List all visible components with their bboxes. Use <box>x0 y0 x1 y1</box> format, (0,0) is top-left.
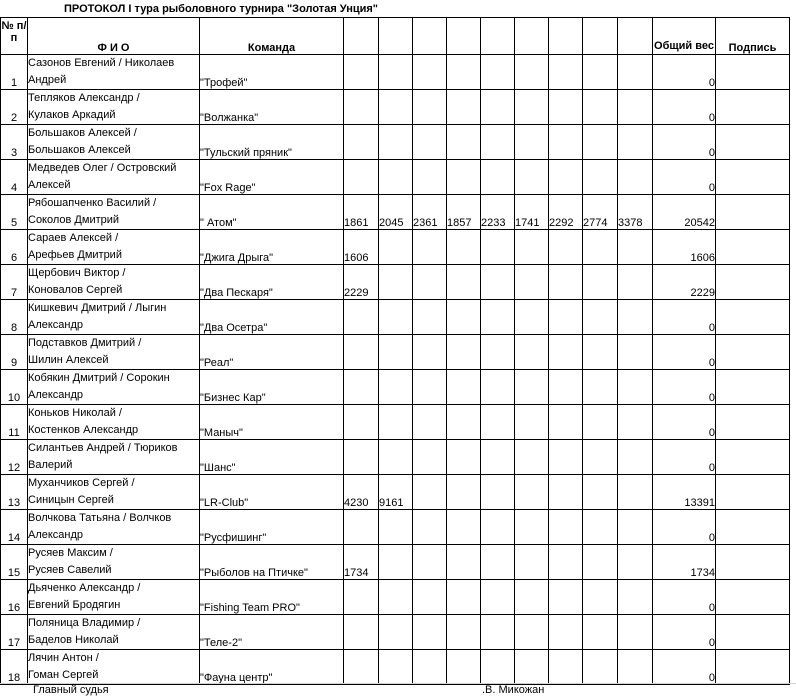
weigh-cell <box>413 90 447 125</box>
weigh-cell <box>413 265 447 300</box>
weigh-cell <box>618 405 653 440</box>
row-number: 8 <box>1 300 28 335</box>
total-weight: 0 <box>653 125 716 160</box>
signature-cell <box>716 55 790 90</box>
weigh-cell: 2774 <box>583 195 618 230</box>
table-row <box>1 650 790 685</box>
participant-names: Кишкевич Дмитрий / Лыгин Александр <box>28 300 200 335</box>
row-number: 17 <box>1 615 28 650</box>
weigh-cell <box>549 90 583 125</box>
table-row <box>1 370 790 405</box>
team-name: "Фауна центр" <box>200 650 344 685</box>
weigh-cell <box>583 580 618 615</box>
weigh-cell <box>515 615 549 650</box>
weigh-cell <box>447 510 481 545</box>
weigh-cell <box>618 160 653 195</box>
weigh-cell <box>344 580 379 615</box>
weigh-cell <box>481 545 515 580</box>
total-weight: 2229 <box>653 265 716 300</box>
weigh-cell <box>344 300 379 335</box>
header-weigh-9 <box>618 18 653 55</box>
weigh-cell: 9161 <box>379 475 413 510</box>
weigh-cell <box>583 405 618 440</box>
header-weigh-3 <box>413 18 447 55</box>
team-name: "Маныч" <box>200 405 344 440</box>
weigh-cell <box>413 440 447 475</box>
weigh-cell <box>413 160 447 195</box>
footer <box>0 683 796 698</box>
weigh-cell <box>447 300 481 335</box>
weigh-cell <box>481 510 515 545</box>
header-total-weight: Общий вес <box>653 18 716 55</box>
weigh-cell <box>515 545 549 580</box>
participant-names: Подставков Дмитрий / Шилин Алексей <box>28 335 200 370</box>
weigh-cell <box>549 405 583 440</box>
weigh-cell <box>618 475 653 510</box>
weigh-cell <box>481 90 515 125</box>
weigh-cell <box>379 125 413 160</box>
signature-cell <box>716 265 790 300</box>
participant-names: Волчкова Татьяна / Волчков Александр <box>28 510 200 545</box>
weigh-cell <box>549 230 583 265</box>
weigh-cell <box>583 55 618 90</box>
weigh-cell <box>344 370 379 405</box>
team-name: "Тульский пряник" <box>200 125 344 160</box>
header-num: № п/п <box>1 18 28 55</box>
weigh-cell <box>515 160 549 195</box>
chief-judge-label: Главный судья <box>33 684 109 696</box>
weigh-cell <box>379 370 413 405</box>
weigh-cell: 1734 <box>344 545 379 580</box>
weigh-cell <box>583 370 618 405</box>
weigh-cell <box>618 230 653 265</box>
weigh-cell <box>344 440 379 475</box>
protocol-table <box>0 17 790 685</box>
weigh-cell <box>583 265 618 300</box>
weigh-cell <box>515 265 549 300</box>
weigh-cell <box>618 650 653 685</box>
weigh-cell <box>515 230 549 265</box>
weigh-cell <box>481 55 515 90</box>
weigh-cell: 2361 <box>413 195 447 230</box>
weigh-cell <box>344 650 379 685</box>
participant-names: Поляница Владимир / Баделов Николай <box>28 615 200 650</box>
weigh-cell <box>549 580 583 615</box>
weigh-cell <box>481 370 515 405</box>
signature-cell <box>716 125 790 160</box>
weigh-cell <box>618 440 653 475</box>
weigh-cell <box>379 650 413 685</box>
weigh-cell <box>413 615 447 650</box>
participant-names: Муханчиков Сергей / Синицын Сергей <box>28 475 200 510</box>
row-number: 14 <box>1 510 28 545</box>
weigh-cell <box>481 580 515 615</box>
row-number: 10 <box>1 370 28 405</box>
total-weight: 0 <box>653 405 716 440</box>
total-weight: 0 <box>653 440 716 475</box>
weigh-cell <box>447 405 481 440</box>
weigh-cell <box>413 230 447 265</box>
weigh-cell <box>413 510 447 545</box>
chief-judge-name: .В. Микожан <box>482 684 545 696</box>
row-number: 12 <box>1 440 28 475</box>
weigh-cell <box>549 265 583 300</box>
weigh-cell <box>379 405 413 440</box>
row-number: 3 <box>1 125 28 160</box>
table-row <box>1 615 790 650</box>
row-number: 1 <box>1 55 28 90</box>
participant-names: Рябошапченко Василий / Соколов Дмитрий <box>28 195 200 230</box>
participant-names: Силантьев Андрей / Тюриков Валерий <box>28 440 200 475</box>
protocol-title: ПРОТОКОЛ I тура рыболовного турнира "Золотая Унция" <box>64 3 379 15</box>
team-name: "Рыболов на Птичке" <box>200 545 344 580</box>
weigh-cell <box>549 615 583 650</box>
team-name: "Русфишинг" <box>200 510 344 545</box>
team-name: "Волжанка" <box>200 90 344 125</box>
weigh-cell <box>481 230 515 265</box>
table-row <box>1 475 790 510</box>
weigh-cell <box>447 440 481 475</box>
weigh-cell <box>515 300 549 335</box>
weigh-cell <box>618 510 653 545</box>
weigh-cell <box>583 545 618 580</box>
weigh-cell <box>344 510 379 545</box>
total-weight: 0 <box>653 90 716 125</box>
weigh-cell <box>583 510 618 545</box>
weigh-cell <box>447 650 481 685</box>
weigh-cell <box>515 510 549 545</box>
weigh-cell <box>583 615 618 650</box>
weigh-cell <box>618 545 653 580</box>
weigh-cell: 1606 <box>344 230 379 265</box>
weigh-cell <box>413 55 447 90</box>
signature-cell <box>716 580 790 615</box>
header-weigh-7 <box>549 18 583 55</box>
weigh-cell <box>549 510 583 545</box>
table-row <box>1 580 790 615</box>
weigh-cell <box>447 370 481 405</box>
weigh-cell <box>447 615 481 650</box>
row-number: 6 <box>1 230 28 265</box>
signature-cell <box>716 650 790 685</box>
team-name: "Бизнес Кар" <box>200 370 344 405</box>
weigh-cell <box>549 545 583 580</box>
weigh-cell <box>344 55 379 90</box>
weigh-cell <box>618 265 653 300</box>
signature-cell <box>716 510 790 545</box>
weigh-cell <box>379 615 413 650</box>
weigh-cell <box>549 125 583 160</box>
weigh-cell <box>379 580 413 615</box>
weigh-cell <box>379 300 413 335</box>
weigh-cell <box>481 615 515 650</box>
weigh-cell <box>413 370 447 405</box>
participant-names: Медведев Олег / Островский Алексей <box>28 160 200 195</box>
header-team: Команда <box>200 18 344 55</box>
signature-cell <box>716 370 790 405</box>
total-weight: 0 <box>653 650 716 685</box>
header-weigh-5 <box>481 18 515 55</box>
team-name: "Fox Rage" <box>200 160 344 195</box>
weigh-cell <box>515 90 549 125</box>
weigh-cell <box>344 615 379 650</box>
weigh-cell: 2233 <box>481 195 515 230</box>
weigh-cell <box>618 55 653 90</box>
weigh-cell <box>515 335 549 370</box>
weigh-cell <box>413 545 447 580</box>
weigh-cell <box>481 160 515 195</box>
weigh-cell <box>618 90 653 125</box>
team-name: "Джига Дрыга" <box>200 230 344 265</box>
weigh-cell <box>481 265 515 300</box>
row-number: 5 <box>1 195 28 230</box>
participant-names: Лячин Антон / Гоман Сергей <box>28 650 200 685</box>
weigh-cell <box>447 55 481 90</box>
weigh-cell <box>447 580 481 615</box>
header-weigh-1 <box>344 18 379 55</box>
header-fio: Ф И О <box>28 18 200 55</box>
table-row <box>1 160 790 195</box>
weigh-cell <box>618 300 653 335</box>
weigh-cell <box>618 615 653 650</box>
signature-cell <box>716 300 790 335</box>
team-name: "Трофей" <box>200 55 344 90</box>
participant-names: Сазонов Евгений / Николаев Андрей <box>28 55 200 90</box>
weigh-cell <box>447 125 481 160</box>
weigh-cell <box>583 650 618 685</box>
table-row <box>1 300 790 335</box>
weigh-cell <box>447 230 481 265</box>
weigh-cell <box>481 300 515 335</box>
signature-cell <box>716 160 790 195</box>
weigh-cell <box>515 440 549 475</box>
team-name: " Атом" <box>200 195 344 230</box>
row-number: 4 <box>1 160 28 195</box>
weigh-cell <box>549 650 583 685</box>
participant-names: Русяев Максим / Русяев Савелий <box>28 545 200 580</box>
weigh-cell <box>583 300 618 335</box>
weigh-cell: 1857 <box>447 195 481 230</box>
table-row <box>1 335 790 370</box>
participant-names: Кобякин Дмитрий / Сорокин Александр <box>28 370 200 405</box>
total-weight: 0 <box>653 580 716 615</box>
weigh-cell <box>515 650 549 685</box>
weigh-cell: 2292 <box>549 195 583 230</box>
total-weight: 0 <box>653 300 716 335</box>
team-name: "Шанс" <box>200 440 344 475</box>
footer-divider <box>0 683 796 684</box>
weigh-cell <box>447 160 481 195</box>
table-row <box>1 510 790 545</box>
header-weigh-8 <box>583 18 618 55</box>
table-row <box>1 90 790 125</box>
weigh-cell <box>618 580 653 615</box>
team-name: "LR-Club" <box>200 475 344 510</box>
weigh-cell <box>447 475 481 510</box>
weigh-cell <box>515 55 549 90</box>
weigh-cell <box>379 160 413 195</box>
total-weight: 0 <box>653 615 716 650</box>
header-row <box>1 18 790 55</box>
signature-cell <box>716 335 790 370</box>
weigh-cell <box>413 475 447 510</box>
weigh-cell <box>379 335 413 370</box>
team-name: "Два Осетра" <box>200 300 344 335</box>
table-row <box>1 55 790 90</box>
weigh-cell <box>481 125 515 160</box>
weigh-cell <box>549 335 583 370</box>
weigh-cell <box>481 335 515 370</box>
row-number: 9 <box>1 335 28 370</box>
weigh-cell <box>379 440 413 475</box>
table-row <box>1 405 790 440</box>
weigh-cell <box>583 160 618 195</box>
weigh-cell <box>549 55 583 90</box>
row-number: 11 <box>1 405 28 440</box>
weigh-cell <box>379 510 413 545</box>
weigh-cell: 2229 <box>344 265 379 300</box>
weigh-cell <box>515 405 549 440</box>
total-weight: 0 <box>653 370 716 405</box>
header-weigh-2 <box>379 18 413 55</box>
table-row <box>1 440 790 475</box>
row-number: 16 <box>1 580 28 615</box>
weigh-cell: 1861 <box>344 195 379 230</box>
weigh-cell <box>344 405 379 440</box>
total-weight: 0 <box>653 510 716 545</box>
signature-cell <box>716 90 790 125</box>
weigh-cell <box>618 370 653 405</box>
team-name: "Реал" <box>200 335 344 370</box>
weigh-cell <box>481 650 515 685</box>
weigh-cell <box>549 440 583 475</box>
signature-cell <box>716 405 790 440</box>
row-number: 2 <box>1 90 28 125</box>
weigh-cell <box>583 440 618 475</box>
table-row <box>1 230 790 265</box>
weigh-cell <box>344 90 379 125</box>
table-row <box>1 195 790 230</box>
participant-names: Сараев Алексей / Арефьев Дмитрий <box>28 230 200 265</box>
signature-cell <box>716 545 790 580</box>
row-number: 18 <box>1 650 28 685</box>
weigh-cell <box>515 475 549 510</box>
weigh-cell <box>549 160 583 195</box>
weigh-cell <box>344 160 379 195</box>
weigh-cell <box>583 335 618 370</box>
weigh-cell <box>413 650 447 685</box>
total-weight: 1734 <box>653 545 716 580</box>
weigh-cell <box>447 90 481 125</box>
weigh-cell <box>583 475 618 510</box>
total-weight: 0 <box>653 160 716 195</box>
weigh-cell: 3378 <box>618 195 653 230</box>
weigh-cell <box>379 55 413 90</box>
weigh-cell <box>515 125 549 160</box>
weigh-cell <box>379 265 413 300</box>
participant-names: Щербович Виктор / Коновалов Сергей <box>28 265 200 300</box>
weigh-cell: 2045 <box>379 195 413 230</box>
header-weigh-6 <box>515 18 549 55</box>
weigh-cell <box>583 125 618 160</box>
weigh-cell <box>481 440 515 475</box>
weigh-cell <box>583 230 618 265</box>
participant-names: Коньков Николай / Костенков Александр <box>28 405 200 440</box>
weigh-cell <box>379 545 413 580</box>
weigh-cell: 4230 <box>344 475 379 510</box>
team-name: "Два Пескаря" <box>200 265 344 300</box>
weigh-cell <box>583 90 618 125</box>
team-name: "Fishing Team PRO" <box>200 580 344 615</box>
weigh-cell <box>515 370 549 405</box>
weigh-cell <box>447 265 481 300</box>
team-name: "Теле-2" <box>200 615 344 650</box>
table-row <box>1 125 790 160</box>
weigh-cell <box>447 335 481 370</box>
weigh-cell <box>344 335 379 370</box>
weigh-cell <box>618 125 653 160</box>
total-weight: 1606 <box>653 230 716 265</box>
weigh-cell <box>447 545 481 580</box>
signature-cell <box>716 475 790 510</box>
weigh-cell <box>481 475 515 510</box>
participant-names: Большаков Алексей / Большаков Алексей <box>28 125 200 160</box>
total-weight: 13391 <box>653 475 716 510</box>
weigh-cell <box>344 125 379 160</box>
signature-cell <box>716 195 790 230</box>
weigh-cell <box>413 300 447 335</box>
table-row <box>1 265 790 300</box>
row-number: 15 <box>1 545 28 580</box>
weigh-cell <box>549 370 583 405</box>
row-number: 7 <box>1 265 28 300</box>
table-row <box>1 545 790 580</box>
total-weight: 0 <box>653 335 716 370</box>
weigh-cell <box>618 335 653 370</box>
weigh-cell <box>413 125 447 160</box>
weigh-cell <box>379 90 413 125</box>
participant-names: Дьяченко Александр / Евгений Бродягин <box>28 580 200 615</box>
header-weigh-4 <box>447 18 481 55</box>
header-signature: Подпись <box>716 18 790 55</box>
signature-cell <box>716 230 790 265</box>
weigh-cell <box>481 405 515 440</box>
weigh-cell <box>549 475 583 510</box>
weigh-cell <box>379 230 413 265</box>
weigh-cell <box>413 405 447 440</box>
weigh-cell <box>515 580 549 615</box>
row-number: 13 <box>1 475 28 510</box>
weigh-cell <box>413 335 447 370</box>
participant-names: Тепляков Александр / Кулаков Аркадий <box>28 90 200 125</box>
weigh-cell <box>549 300 583 335</box>
signature-cell <box>716 440 790 475</box>
weigh-cell: 1741 <box>515 195 549 230</box>
total-weight: 20542 <box>653 195 716 230</box>
signature-cell <box>716 615 790 650</box>
total-weight: 0 <box>653 55 716 90</box>
weigh-cell <box>413 580 447 615</box>
